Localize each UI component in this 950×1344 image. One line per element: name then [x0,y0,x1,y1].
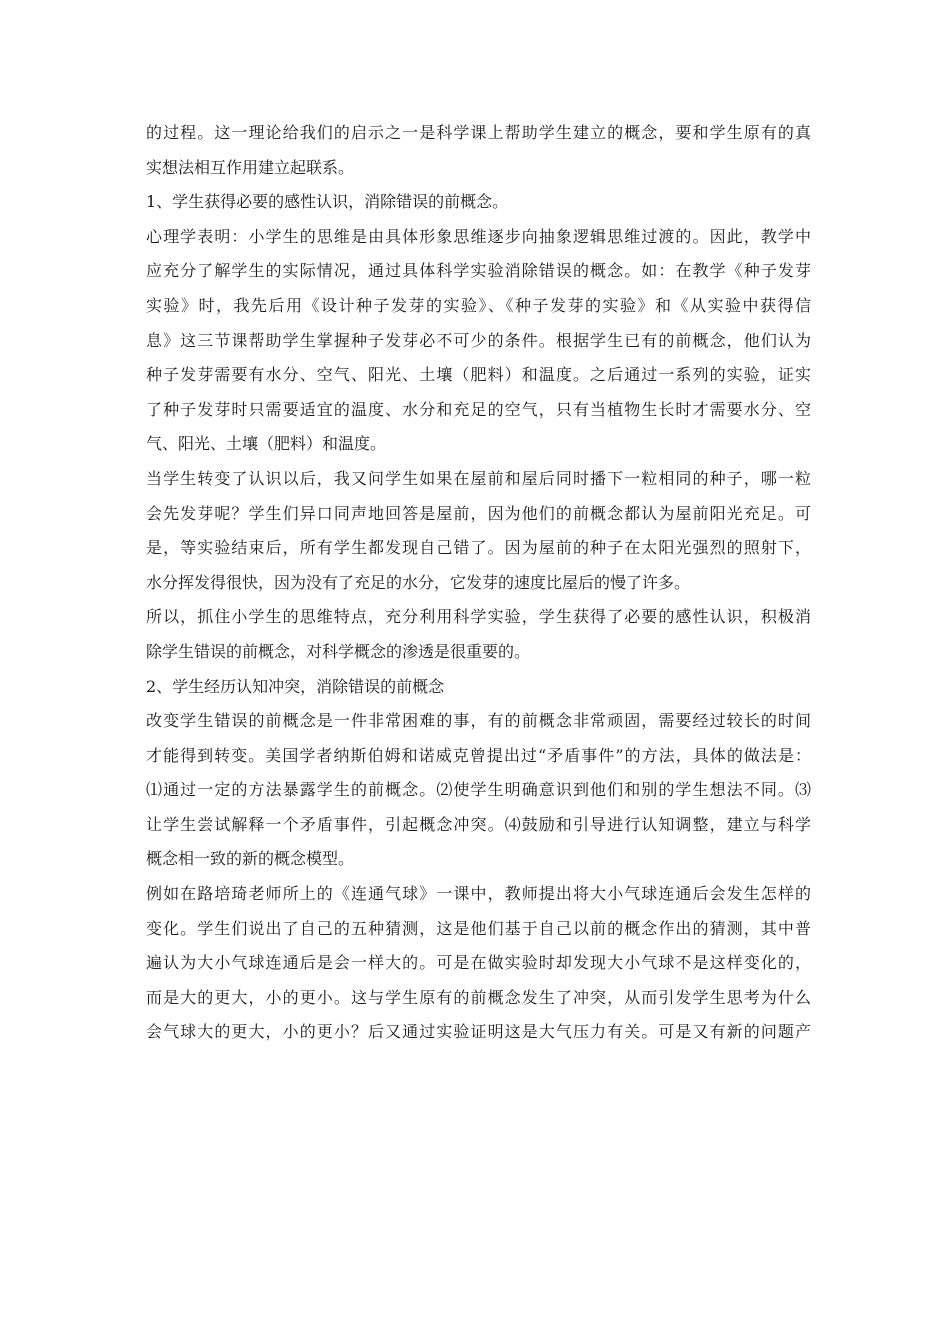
text-line: 才能得到转变。美国学者纳斯伯姆和诺威克曾提出过“矛盾事件”的方法，具体的做法是： [146,745,811,765]
text-line: 息》这三节课帮助学生掌握种子发芽必不可少的条件。根据学生已有的前概念，他们认为 [146,330,811,350]
text-line: ⑴通过一定的方法暴露学生的前概念。⑵使学生明确意识到他们和别的学生想法不同。⑶ [146,780,811,800]
text-line: 改变学生错误的前概念是一件非常困难的事，有的前概念非常顽固，需要经过较长的时间 [146,711,811,731]
text-line: 心理学表明：小学生的思维是由具体形象思维逐步向抽象逻辑思维过渡的。因此，教学中 [146,226,811,246]
text-line: 气、阳光、土壤（肥料）和温度。 [146,434,387,454]
text-line: 实想法相互作用建立起联系。 [146,157,355,177]
text-line: 变化。学生们说出了自己的五种猜测，这是他们基于自己以前的概念作出的猜测，其中普 [146,918,811,938]
section-heading-1: 1、学生获得必要的感性认识，消除错误的前概念。 [146,192,509,212]
text-line: 而是大的更大，小的更小。这与学生原有的前概念发生了冲突，从而引发学生思考为什么 [146,987,811,1007]
text-line: 会先发芽呢？学生们异口同声地回答是屋前，因为他们的前概念都认为屋前阳光充足。可 [146,503,811,523]
document-body [146,116,811,1050]
text-line: 了种子发芽时只需要适宜的温度、水分和充足的空气，只有当植物生长时才需要水分、空 [146,399,811,419]
text-line: 所以，抓住小学生的思维特点，充分利用科学实验，学生获得了必要的感性认识，积极消 [146,607,811,627]
text-line: 实验》时，我先后用《设计种子发芽的实验》、《种子发芽的实验》和《从实验中获得信 [146,295,811,315]
text-line: 应充分了解学生的实际情况，通过具体科学实验消除错误的概念。如：在教学《种子发芽 [146,261,811,281]
text-line: 是，等实验结束后，所有学生都发现自己错了。因为屋前的种子在太阳光强烈的照射下， [146,538,811,558]
text-line: 例如在路培琦老师所上的《连通气球》一课中，教师提出将大小气球连通后会发生怎样的 [146,884,811,904]
text-line: 会气球大的更大，小的更小？后又通过实验证明这是大气压力有关。可是又有新的问题产 [146,1022,811,1042]
text-line: 除学生错误的前概念，对科学概念的渗透是很重要的。 [146,641,531,661]
text-line: 当学生转变了认识以后，我又问学生如果在屋前和屋后同时播下一粒相同的种子，哪一粒 [146,468,811,488]
text-line: 让学生尝试解释一个矛盾事件，引起概念冲突。⑷鼓励和引导进行认知调整，建立与科学 [146,814,811,834]
text-line: 遍认为大小气球连通后是会一样大的。可是在做实验时却发现大小气球不是这样变化的， [146,953,811,973]
section-heading-2: 2、学生经历认知冲突，消除错误的前概念 [146,676,445,696]
text-line: 的过程。这一理论给我们的启示之一是科学课上帮助学生建立的概念，要和学生原有的真 [146,123,811,142]
text-line: 概念相一致的新的概念模型。 [146,849,355,869]
text-line: 种子发芽需要有水分、空气、阳光、土壤（肥料）和温度。之后通过一系列的实验，证实 [146,365,811,385]
text-line: 水分挥发得很快，因为没有了充足的水分，它发芽的速度比屋后的慢了许多。 [146,572,691,592]
